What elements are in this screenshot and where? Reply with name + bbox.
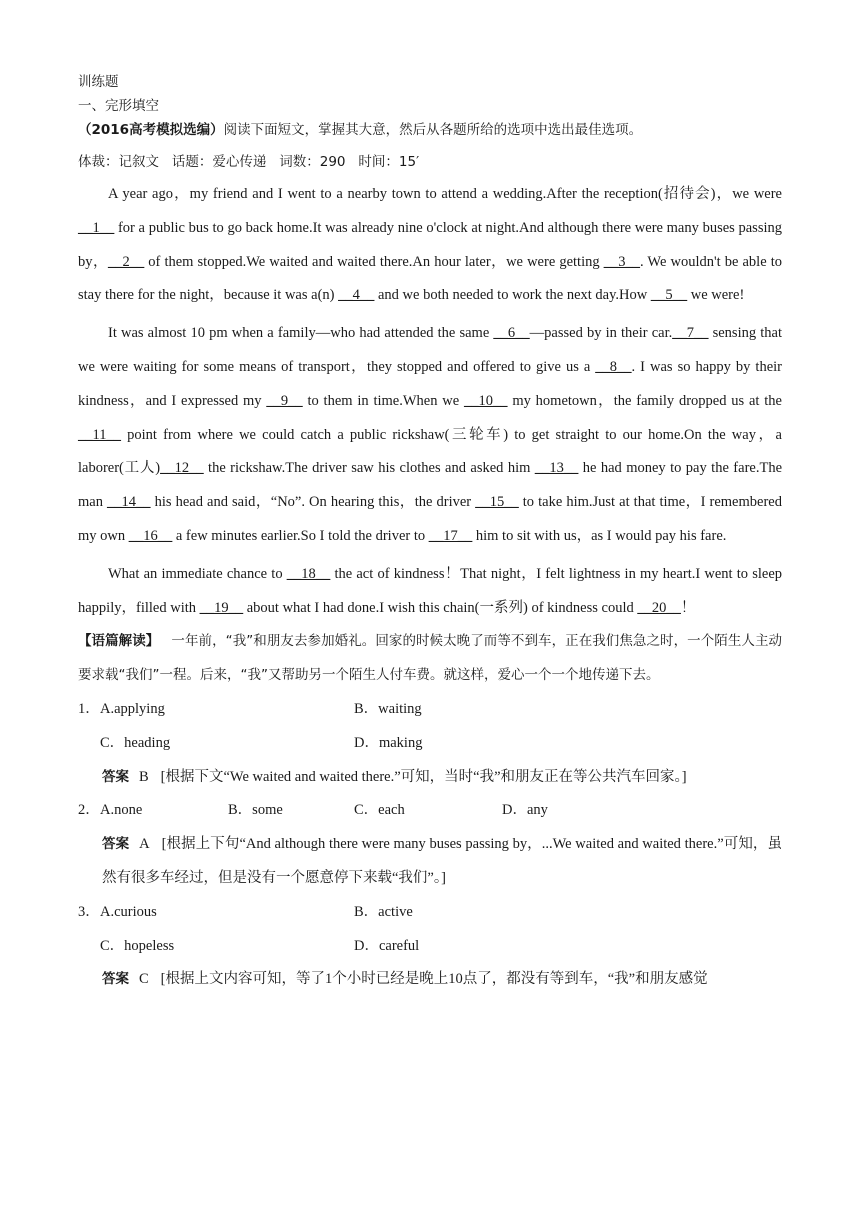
source-instruction: 阅读下面短文，掌握其大意，然后从各题所给的选项中选出最佳选项。 [223,122,643,138]
passage-text: . I was so happy by their kindness，and I expressed my [78,358,782,409]
explanation-text: [根据下文“We waited and waited there.”可知，当时“我”和朋友正在等公共汽车回家。] [160,768,687,785]
passage-text: to them in time.When we [302,392,464,409]
cloze-blank: __13__ [534,460,579,477]
passage-text: of them stopped.We waited and waited there.An hour later，we were getting [144,253,604,270]
answer-option: B．waiting [354,700,422,717]
question-number: 1． [78,700,100,717]
answer-option: D．careful [354,937,420,954]
answer-label: 答案 [102,768,129,785]
answer-option: D．making [354,734,423,751]
option-row [78,930,782,964]
document-page [78,70,782,997]
passage-text: my hometown，the family dropped us at the [507,392,782,409]
cloze-blank: __18__ [286,565,331,582]
answer-option: B．active [354,903,413,920]
source-tag: （2016高考模拟选编） [78,122,224,138]
passage-text: and we both needed to work the next day.How [374,287,651,304]
passage-text: the act of kindness！That night，I felt lightness in my heart.I went to sleep happily，filled with [78,565,783,616]
cloze-blank: __4__ [338,287,375,304]
cloze-blank: __9__ [266,392,303,409]
passage-text: sensing that we were waiting for some means of transport，they stopped and offered to give us a [78,325,782,375]
passage-text: a few minutes earlier.So I told the driver to [172,527,429,544]
analysis-block [78,625,782,693]
answer-option: A.curious [100,903,157,920]
passage-paragraph [78,317,782,554]
analysis-label: 【语篇解读】 [78,633,160,650]
passage-text: about what I had done.I wish this chain(一系列) of kindness could [243,599,638,616]
passage-text: him to sit with us，as I would pay his fare. [472,527,727,544]
passage-text: ！ [680,599,696,616]
cloze-blank: __16__ [128,527,173,544]
answer-letter: C [139,971,149,988]
option-row [78,693,782,727]
answer-option: B．some [228,802,283,819]
cloze-blank: __3__ [603,253,640,270]
explanation-text: [根据上下句“And although there were many buses passing by，...We waited and waited there.”可知，虽然有很多车经过，但是没有一个愿意停下来载“我们”。] [102,836,782,886]
passage-text: —passed by in their car. [529,325,673,342]
cloze-blank: __20__ [637,599,681,616]
question-item [78,794,782,895]
passage-text: his head and said，“No”. On hearing this，the driver [150,494,476,511]
cloze-blank: __2__ [107,253,145,270]
passage-text: he had money to pay the fare.The man [78,460,783,511]
analysis-text: 一年前，“我”和朋友去参加婚礼。回家的时候太晚了而等不到车，正在我们焦急之时，一个陌生人主动要求载“我们”一程。后来，“我”又帮助另一个陌生人付车费。就这样，爱心一个一个地传递下去。 [78,633,782,684]
answer-option: C．each [354,802,405,819]
passage-text: to take him.Just at that time，I remembered my own [78,494,782,544]
passage-text: A year ago，my friend and I went to a nearby town to attend a wedding.After the reception(招待会)，we were [108,186,782,202]
answer-explanation [78,761,782,795]
cloze-blank: __12__ [160,460,204,477]
question-number: 3． [78,903,100,920]
answer-letter: B [139,768,149,785]
answer-label: 答案 [102,971,129,988]
passage-text: point from where we could catch a public rickshaw(三轮车) to get straight to our home.On the way，a laborer(工人) [78,426,782,477]
cloze-blank: __19__ [199,599,244,616]
cloze-blank: __6__ [493,325,530,342]
section-title: 一、完形填空 [78,98,159,114]
question-number: 2． [78,802,100,819]
cloze-blank: __15__ [475,494,519,511]
passage-text: we were! [687,287,745,304]
question-item [78,693,782,794]
cloze-blank: __8__ [595,358,632,375]
passage-text: What an immediate chance to [108,565,287,582]
passage-paragraph [78,558,782,626]
answer-option: C．heading [100,734,171,751]
answer-explanation [78,828,782,896]
answer-label: 答案 [102,836,130,853]
passage-text: . We wouldn't be able to stay there for the night，because it was a(n) [78,253,782,304]
question-item [78,896,782,997]
cloze-blank: __17__ [428,527,473,544]
answer-option: A.none [100,802,143,819]
cloze-blank: __5__ [650,287,688,304]
explanation-text: [根据上文内容可知，等了1个小时已经是晚上10点了，都没有等到车，“我”和朋友感觉 [160,971,708,988]
answer-letter: A [139,836,150,853]
passage-text: the rickshaw.The driver saw his clothes and asked him [203,460,535,477]
cloze-blank: __1__ [78,219,115,236]
cloze-blank: __11__ [78,426,121,443]
answer-option: C．hopeless [100,937,175,954]
cloze-blank: __14__ [107,494,151,511]
cloze-blank: __7__ [672,325,709,342]
option-row [78,896,782,930]
option-row [78,727,782,761]
source-line [78,118,782,142]
meta-line: 体裁：记叙文 话题：爱心传递 词数：290 时间：15′ [78,154,420,170]
answer-explanation [78,963,782,997]
answer-option: D．any [502,802,548,819]
passage-text: It was almost 10 pm when a family—who had attended the same [108,325,494,342]
passage-paragraph [78,178,782,313]
doc-title: 训练题 [78,74,119,90]
option-row [78,794,782,828]
cloze-passage [78,178,782,625]
passage-text: for a public bus to go back home.It was already nine o'clock at night.And although there were many buses passing by， [78,219,782,270]
cloze-blank: __10__ [464,392,508,409]
answer-option: A.applying [100,700,165,717]
question-list [78,693,782,997]
